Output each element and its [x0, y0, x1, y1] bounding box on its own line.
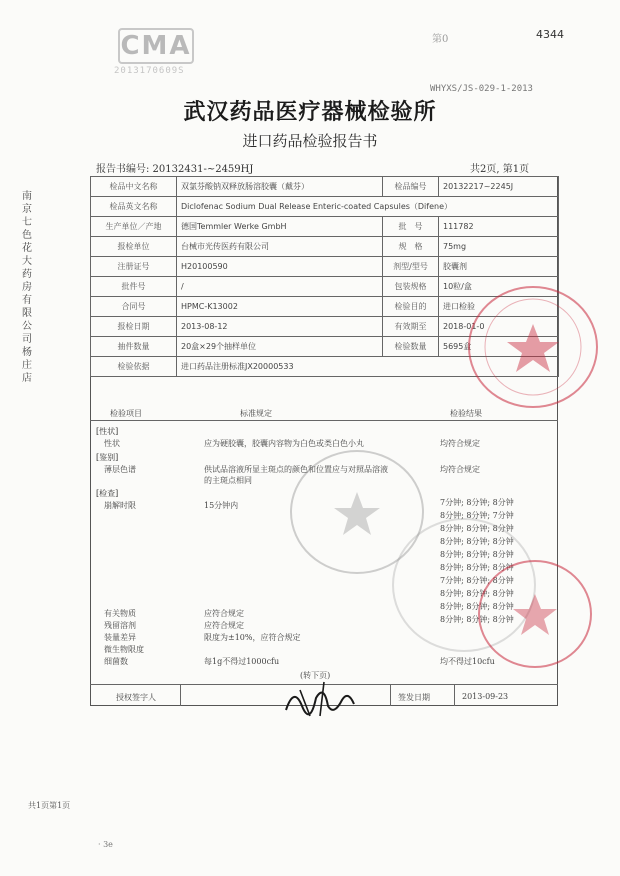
issue-date-label: 签发日期	[398, 693, 430, 702]
report-number: 报告书编号: 20132431-~2459HJ	[96, 164, 254, 175]
side-store-name: 南京七色花大药房有限公司杨庄店	[22, 191, 32, 384]
manufacturer-value: 德国Temmler Werke GmbH	[177, 217, 383, 237]
disintegration-result-line: 7分钟; 8分钟; 8分钟	[440, 576, 514, 585]
permit-label: 批件号	[91, 277, 177, 297]
basis-label: 检验依据	[91, 357, 177, 377]
traits-result: 均符合规定	[440, 439, 480, 448]
handwritten-signature	[280, 676, 360, 720]
second-company-stamp	[478, 560, 592, 668]
report-title: 进口药品检验报告书	[242, 132, 378, 150]
section-traits: [性状]	[96, 427, 119, 436]
disintegration-result-line: 8分钟; 8分钟; 8分钟	[440, 615, 514, 624]
sample-no-label: 检品编号	[383, 177, 439, 197]
spec-label: 规 格	[383, 237, 439, 257]
basis-value: 进口药品注册标准JX20000533	[177, 357, 559, 377]
loading-item: 装量差异	[104, 633, 136, 642]
company-stamp	[468, 286, 598, 408]
footer-page-label: 共1页第1页	[28, 801, 71, 810]
results-header-divider	[90, 420, 558, 421]
en-name-value: Diclofenac Sodium Dual Release Enteric-coated Capsules（Difene）	[177, 197, 559, 217]
cma-number: 2013170609S	[114, 66, 185, 76]
serial-number: 4344	[536, 28, 564, 41]
applicant-label: 报检单位	[91, 237, 177, 257]
bacteria-result: 均不得过10cfu	[440, 657, 495, 666]
col-standard-header: 标准规定	[240, 409, 272, 418]
col-item-header: 检验项目	[110, 409, 142, 418]
bacteria-standard: 每1g不得过1000cfu	[204, 657, 280, 666]
inspect-qty-label: 检验数量	[383, 337, 439, 357]
disintegration-result-line: 8分钟; 8分钟; 8分钟	[440, 550, 514, 559]
identify-item: 薄层色谱	[104, 465, 136, 474]
star-icon	[470, 288, 596, 406]
footer-mark: · 3e	[98, 840, 113, 849]
disintegration-result-line: 8分钟; 8分钟; 7分钟	[440, 511, 514, 520]
reg-no-label: 注册证号	[91, 257, 177, 277]
continued-note: (转下页)	[300, 671, 331, 680]
issue-date-sep	[454, 684, 455, 706]
batch-value: 111782	[439, 217, 559, 237]
solvent-item: 残留溶剂	[104, 621, 136, 630]
expiry-value: 2018-01-0	[439, 317, 559, 337]
loading-standard: 限度为±10%，应符合规定	[204, 633, 301, 642]
identify-standard: 供试品溶液所显主斑点的颜色和位置应与对照品溶液的主斑点相同	[204, 465, 388, 485]
disintegration-result-line: 8分钟; 8分钟; 8分钟	[440, 563, 514, 572]
related-item: 有关物质	[104, 609, 136, 618]
spec-value: 75mg	[439, 237, 559, 257]
report-date-label: 报检日期	[91, 317, 177, 337]
table-row	[91, 197, 559, 217]
authorizer-label: 授权签字人	[116, 693, 156, 702]
disintegration-result-line: 8分钟; 8分钟; 8分钟	[440, 589, 514, 598]
doc-code: WHYXS/JS-029-1-2013	[430, 84, 533, 94]
manufacturer-label: 生产单位／产地	[91, 217, 177, 237]
contract-label: 合同号	[91, 297, 177, 317]
table-row	[91, 257, 559, 277]
contract-value: HPMC-K13002	[177, 297, 383, 317]
quantity-value: 20盒×29个抽样单位	[177, 337, 383, 357]
disintegration-result-line: 7分钟; 8分钟; 8分钟	[440, 498, 514, 507]
sample-no-value: 20132217~2245J	[439, 177, 559, 197]
quantity-label: 抽件数量	[91, 337, 177, 357]
disintegration-result-line: 8分钟; 8分钟; 8分钟	[440, 602, 514, 611]
package-label: 包装规格	[383, 277, 439, 297]
dosage-value: 胶囊剂	[439, 257, 559, 277]
solvent-standard: 应符合规定	[204, 621, 244, 630]
traits-standard: 应为硬胶囊，胶囊内容物为白色或类白色小丸	[204, 439, 364, 448]
disintegration-result-line: 8分钟; 8分钟; 8分钟	[440, 524, 514, 533]
disintegration-result-line: 8分钟; 8分钟; 8分钟	[440, 537, 514, 546]
col-result-header: 检验结果	[450, 409, 482, 418]
disintegration-item: 崩解时限	[104, 501, 136, 510]
identify-result: 均符合规定	[440, 465, 480, 474]
reg-no-value: H20100590	[177, 257, 383, 277]
cn-name-value: 双氯芬酸钠双释放肠溶胶囊（戴芬）	[177, 177, 383, 197]
bacteria-item: 细菌数	[104, 657, 128, 666]
authorizer-cell-sep	[180, 684, 181, 706]
cma-logo: CMA	[118, 28, 194, 64]
table-row	[91, 217, 559, 237]
expiry-label: 有效期至	[383, 317, 439, 337]
disintegration-standard: 15分钟内	[204, 501, 239, 510]
date-cell-sep	[390, 684, 391, 706]
permit-value: /	[177, 277, 383, 297]
table-row	[91, 237, 559, 257]
en-name-label: 检品英文名称	[91, 197, 177, 217]
cn-name-label: 检品中文名称	[91, 177, 177, 197]
institute-title: 武汉药品医疗器械检验所	[183, 99, 437, 125]
page-code: 第0	[432, 34, 449, 45]
section-check: [检查]	[96, 489, 119, 498]
table-row	[91, 177, 559, 197]
package-value: 10粒/盒	[439, 277, 559, 297]
page-count: 共2页, 第1页	[470, 164, 530, 175]
microbe-item: 微生物限度	[104, 645, 144, 654]
dosage-label: 剂型/型号	[383, 257, 439, 277]
traits-item: 性状	[104, 439, 120, 448]
section-identify: [鉴别]	[96, 453, 119, 462]
inspect-qty-value: 5695盒	[439, 337, 559, 357]
report-date-value: 2013-08-12	[177, 317, 383, 337]
purpose-value: 进口检验	[439, 297, 559, 317]
related-standard: 应符合规定	[204, 609, 244, 618]
batch-label: 批 号	[383, 217, 439, 237]
issue-date-value: 2013-09-23	[462, 692, 509, 701]
purpose-label: 检验目的	[383, 297, 439, 317]
star-icon	[480, 562, 590, 666]
applicant-value: 台械市光传医药有限公司	[177, 237, 383, 257]
